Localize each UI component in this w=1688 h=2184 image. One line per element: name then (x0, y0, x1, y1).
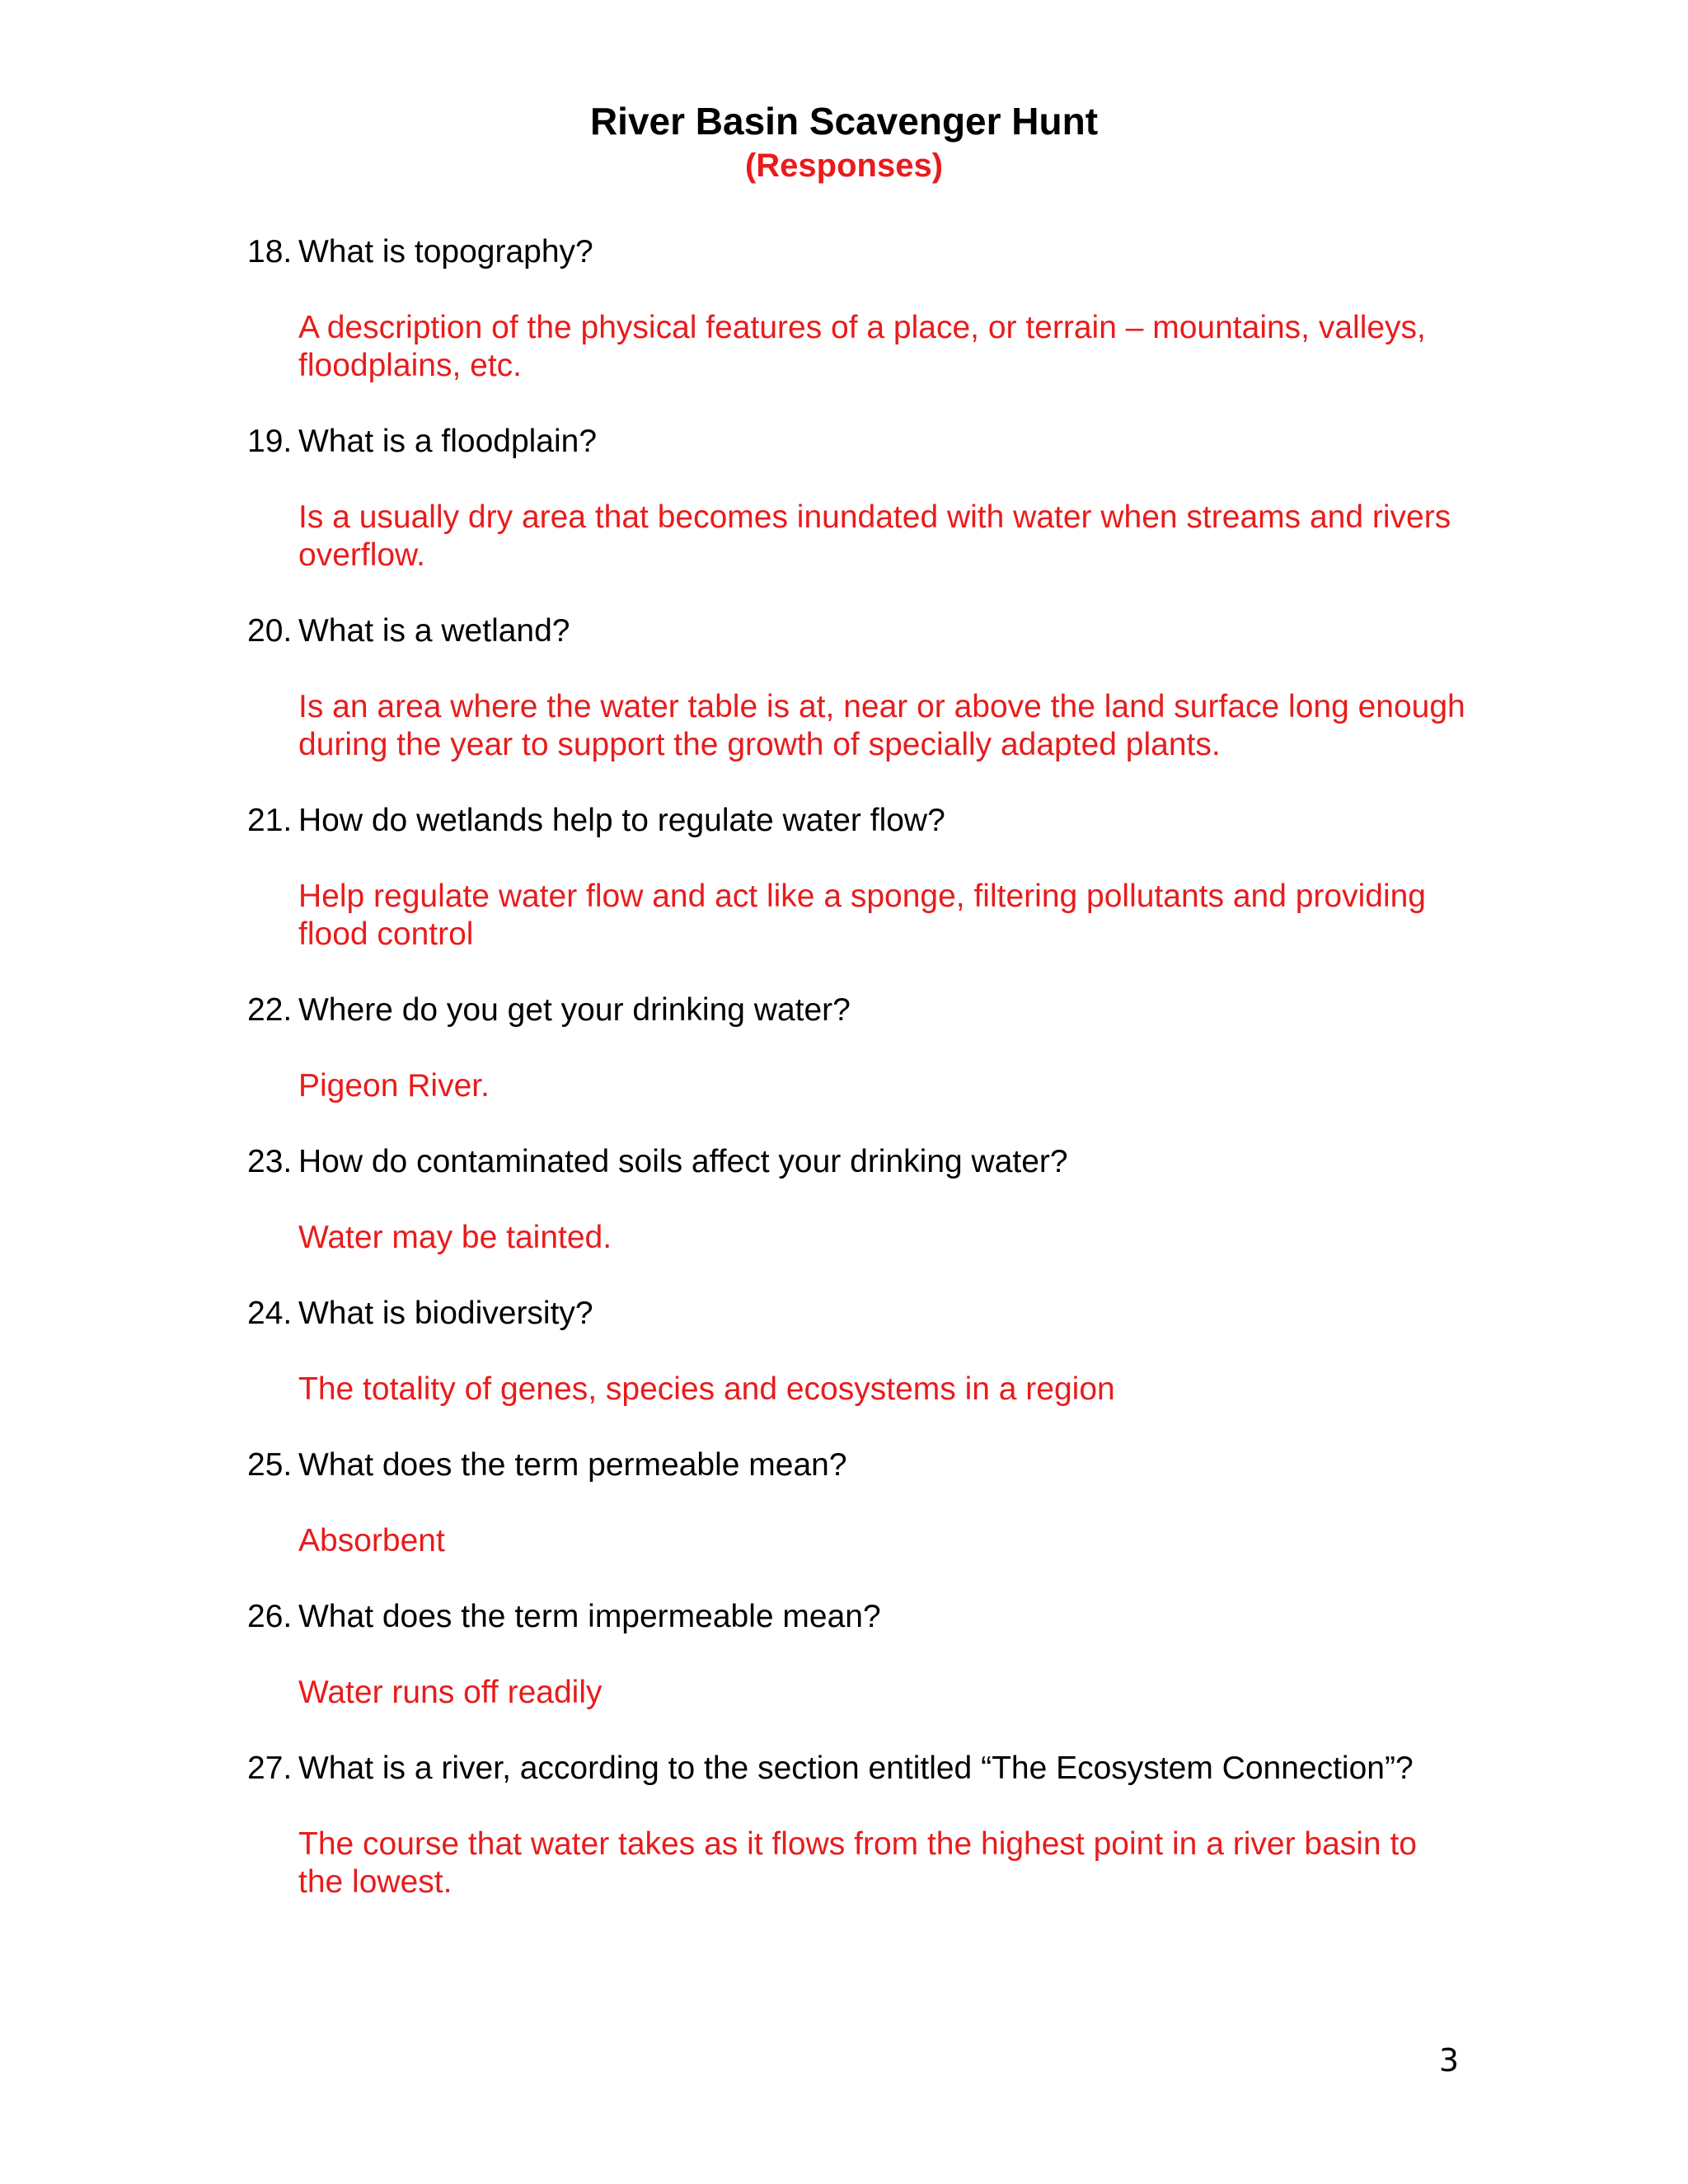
question-item-26 (247, 1598, 1467, 1712)
question-text: How do contaminated soils affect your drinking water? (298, 1144, 1068, 1179)
question-text: How do wetlands help to regulate water flow? (298, 803, 945, 838)
question-list (247, 233, 1467, 1939)
question-number: 19. (247, 424, 293, 459)
answer-text: A description of the physical features of a place, or terrain – mountains, valleys, floodplains, etc. (298, 310, 1426, 383)
question (247, 1446, 1467, 1484)
document-header (0, 97, 1688, 186)
answer-text: Water may be tainted. (298, 1220, 612, 1255)
question-number: 25. (247, 1447, 293, 1483)
question (247, 991, 1467, 1029)
question-number: 20. (247, 613, 293, 649)
question-text: What is a floodplain? (298, 424, 598, 459)
question-number: 22. (247, 992, 293, 1028)
question (247, 423, 1467, 461)
question-item-23 (247, 1143, 1467, 1257)
question-text: What does the term permeable mean? (298, 1447, 847, 1483)
question-text: What does the term impermeable mean? (298, 1599, 881, 1634)
answer-text: Is an area where the water table is at, near or above the land surface long enough during the year to support the growth of specially adapted plants. (298, 689, 1465, 762)
question-text: Where do you get your drinking water? (298, 992, 851, 1028)
question-number: 26. (247, 1599, 293, 1634)
answer-text: Is a usually dry area that becomes inundated with water when streams and rivers overflow. (298, 499, 1451, 573)
answer-text: Water runs off readily (298, 1675, 603, 1710)
question-text: What is biodiversity? (298, 1296, 593, 1331)
question-number: 18. (247, 234, 293, 269)
question (247, 612, 1467, 650)
question-item-19 (247, 423, 1467, 574)
answer-text: The totality of genes, species and ecosystems in a region (298, 1371, 1115, 1407)
question (247, 1750, 1467, 1788)
question-item-21 (247, 802, 1467, 954)
question-item-24 (247, 1295, 1467, 1408)
question-number: 23. (247, 1144, 293, 1179)
question-item-18 (247, 233, 1467, 385)
question-text: What is topography? (298, 234, 593, 269)
question (247, 1598, 1467, 1636)
question-text: What is a river, according to the section entitled “The Ecosystem Connection”? (298, 1750, 1414, 1786)
answer-text: Absorbent (298, 1523, 445, 1558)
question-item-22 (247, 991, 1467, 1105)
question (247, 802, 1467, 840)
question-text: What is a wetland? (298, 613, 570, 649)
question-number: 21. (247, 803, 293, 838)
question (247, 1143, 1467, 1181)
answer-text: Pigeon River. (298, 1068, 490, 1104)
question (247, 1295, 1467, 1333)
page-number: 3 (1438, 2042, 1459, 2079)
page-title: River Basin Scavenger Hunt (589, 100, 1099, 143)
question-item-20 (247, 612, 1467, 764)
question-number: 24. (247, 1296, 293, 1331)
question-number: 27. (247, 1750, 293, 1786)
page-subtitle: (Responses) (744, 148, 944, 184)
answer-text: The course that water takes as it flows from the highest point in a river basin to the lowest. (298, 1826, 1417, 1900)
question-item-25 (247, 1446, 1467, 1560)
answer-text: Help regulate water flow and act like a sponge, filtering pollutants and providing flood control (298, 879, 1426, 952)
question (247, 233, 1467, 271)
question-item-27 (247, 1750, 1467, 1901)
